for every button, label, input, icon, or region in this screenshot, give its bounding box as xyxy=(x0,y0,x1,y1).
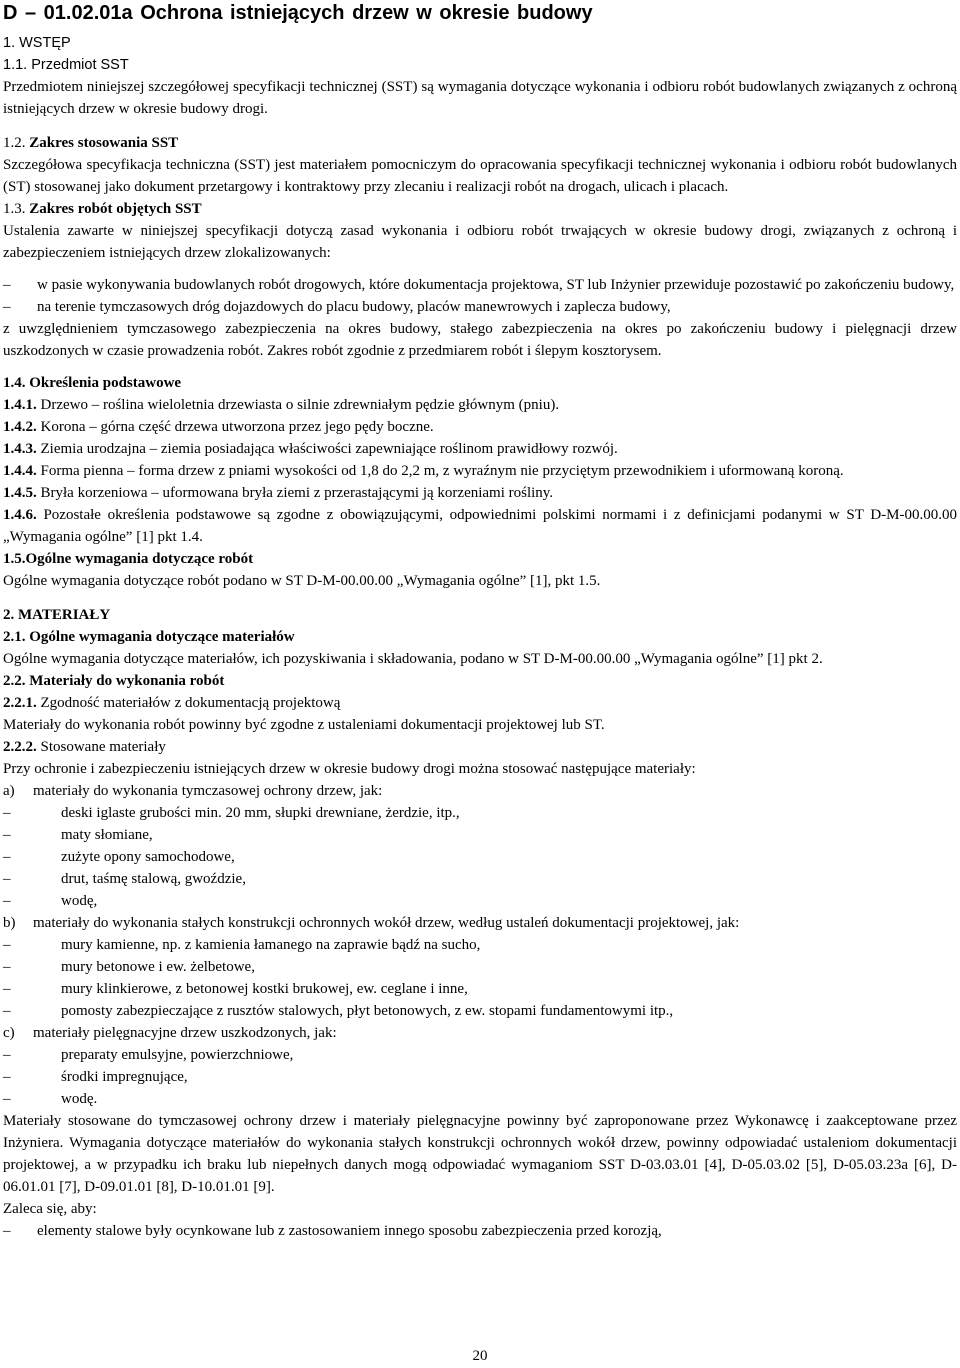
list-item-text: deski iglaste grubości min. 20 mm, słupki drewniane, żerdzie, itp., xyxy=(61,805,460,821)
definition-item xyxy=(3,460,957,482)
paragraph-1-2: Szczegółowa specyfikacja techniczna (SST) jest materiałem pomocniczym do opracowania specyfikacji technicznej wykonania i odbioru robót budowlanych (ST) stosowanej jako dokument przetargowy i kontraktowy przy zlecaniu i realizacji robót na drogach, ulicach i placach. xyxy=(3,157,957,195)
paragraph-1-3: Ustalenia zawarte w niniejszej specyfikacji dotyczą zasad wykonania i odbioru robót trwających w okresie budowy drogi, związanych z ochroną i zabezpieczeniem istniejących drzew zlokalizowanych: xyxy=(3,223,957,261)
definition-item xyxy=(3,416,957,438)
list-item xyxy=(3,956,957,978)
document-body xyxy=(3,32,957,1242)
subsection-heading-1-1: 1.1. Przedmiot SST xyxy=(3,57,129,73)
materials-group-heading xyxy=(3,780,957,802)
list-item xyxy=(3,978,957,1000)
subsection-heading-2-1: 2.1. Ogólne wymagania dotyczące materiałów xyxy=(3,629,295,645)
paragraph-2-1: Ogólne wymagania dotyczące materiałów, ich pozyskiwania i składowania, podano w ST D-M-00.00.00 „Wymagania ogólne” [1] pkt 2. xyxy=(3,651,823,667)
group-text: materiały pielęgnacyjne drzew uszkodzonych, jak: xyxy=(33,1025,337,1041)
subsection-1-2-heading xyxy=(3,132,957,154)
dash-marker: – xyxy=(3,299,11,315)
subsection-heading-1-4: 1.4. Określenia podstawowe xyxy=(3,375,182,391)
definition-text: Forma pienna – forma drzew z pniami wysokości od 1,8 do 2,2 m, z wyraźnym nie przyciętym przewodnikiem i uformowaną koroną. xyxy=(40,463,844,479)
list-item-text: zużyte opony samochodowe, xyxy=(61,849,235,865)
dash-marker: – xyxy=(3,1091,11,1107)
list-item xyxy=(3,1044,957,1066)
list-item-text: drut, taśmę stalową, gwoździe, xyxy=(61,871,246,887)
definition-text: Pozostałe określenia podstawowe są zgodne z obowiązującymi, odpowiednimi polskimi normami i z definicjami podanymi w ST D-M-00.00.00 „Wymagania ogólne” [1] pkt 1.4. xyxy=(3,507,958,545)
dash-marker: – xyxy=(3,1223,11,1239)
materials-group-heading xyxy=(3,1022,957,1044)
list-item-text: maty słomiane, xyxy=(61,827,153,843)
group-letter: b) xyxy=(3,915,16,931)
group-text: materiały do wykonania tymczasowej ochrony drzew, jak: xyxy=(33,783,383,799)
dash-marker: – xyxy=(3,959,11,975)
definition-number: 1.4.1. xyxy=(3,397,37,413)
paragraph-1-3-continued: z uwzględnieniem tymczasowego zabezpieczenia na okres budowy, stałego zabezpieczenia na okres po zakończeniu budowy i pielęgnacji drzew uszkodzonych w czasie prowadzenia robót. Zakres robót zgodnie z przedmiarem robót i ślepym kosztorysem. xyxy=(3,321,957,359)
definition-number: 1.4.3. xyxy=(3,441,37,457)
dash-marker: – xyxy=(3,1069,11,1085)
subsection-heading-1-5: 1.5.Ogólne wymagania dotyczące robót xyxy=(3,551,254,567)
document-title: D – 01.02.01a Ochrona istniejących drzew w okresie budowy xyxy=(3,2,593,24)
definition-text: Ziemia urodzajna – ziemia posiadająca właściwości zapewniające roślinom prawidłowy rozwój. xyxy=(40,441,618,457)
list-item-text: wodę, xyxy=(61,893,98,909)
list-item xyxy=(3,890,957,912)
definition-item xyxy=(3,504,957,548)
list-item xyxy=(3,934,957,956)
subsection-2-2-1-heading: 2.2.1. Zgodność materiałów z dokumentacją projektową xyxy=(3,695,341,711)
list-item-text: preparaty emulsyjne, powierzchniowe, xyxy=(61,1047,294,1063)
dash-marker: – xyxy=(3,849,11,865)
definition-item xyxy=(3,438,957,460)
list-item xyxy=(3,1066,957,1088)
list-item: – elementy stalowe były ocynkowane lub z zastosowaniem innego sposobu zabezpieczenia przed korozją, xyxy=(3,1220,957,1242)
paragraph-2-2-2: Przy ochronie i zabezpieczeniu istniejących drzew w okresie budowy drogi można stosować następujące materiały: xyxy=(3,761,696,777)
list-item: – w pasie wykonywania budowlanych robót drogowych, które dokumentacja projektowa, ST lub Inżynier przewiduje pozostawić po zakończeniu budowy, xyxy=(3,274,957,296)
list-item-text: pomosty zabezpieczające z rusztów stalowych, płyt betonowych, z ew. stopami fundamentowymi itp., xyxy=(61,1003,674,1019)
list-item xyxy=(3,802,957,824)
page-number: 20 xyxy=(472,1348,488,1364)
dash-marker: – xyxy=(3,827,11,843)
dash-marker: – xyxy=(3,981,11,997)
definitions-list xyxy=(3,394,957,548)
definition-text: Korona – górna część drzewa utworzona przez jego pędy boczne. xyxy=(40,419,434,435)
dash-marker: – xyxy=(3,1003,11,1019)
list-item-text: środki impregnujące, xyxy=(61,1069,188,1085)
list-item xyxy=(3,1088,957,1110)
dash-marker: – xyxy=(3,893,11,909)
definition-number: 1.4.5. xyxy=(3,485,37,501)
list-item-text: mury betonowe i ew. żelbetowe, xyxy=(61,959,255,975)
group-letter: a) xyxy=(3,783,15,799)
list-item-text: mury kamienne, np. z kamienia łamanego na zaprawie bądź na sucho, xyxy=(61,937,481,953)
list-item xyxy=(3,824,957,846)
materials-list xyxy=(3,780,957,1110)
dash-marker: – xyxy=(3,805,11,821)
materials-group-heading xyxy=(3,912,957,934)
paragraph-1-1: Przedmiotem niniejszej szczegółowej specyfikacji technicznej (SST) są wymagania dotyczące wykonania i odbioru robót budowlanych związanych z ochroną istniejących drzew w okresie budowy drogi. xyxy=(3,79,957,117)
subsection-title: Zakres robót objętych SST xyxy=(29,201,202,217)
subsection-1-3-heading xyxy=(3,198,957,220)
group-text: materiały do wykonania stałych konstrukcji ochronnych wokół drzew, według ustaleń dokumentacji projektowej, jak: xyxy=(33,915,740,931)
subsection-number: 1.2. xyxy=(3,135,26,151)
definition-text: Drzewo – roślina wieloletnia drzewiasta o silnie zdrewniałym pędzie głównym (pniu). xyxy=(40,397,560,413)
dash-marker: – xyxy=(3,1047,11,1063)
list-item-text: wodę. xyxy=(61,1091,98,1107)
list-item: – na terenie tymczasowych dróg dojazdowych do placu budowy, placów manewrowych i zaplecza budowy, xyxy=(3,296,957,318)
definition-number: 1.4.6. xyxy=(3,507,37,523)
dash-marker: – xyxy=(3,871,11,887)
dash-marker: – xyxy=(3,277,11,293)
subsection-heading-2-2: 2.2. Materiały do wykonania robót xyxy=(3,673,225,689)
list-item xyxy=(3,868,957,890)
definition-item xyxy=(3,394,957,416)
group-letter: c) xyxy=(3,1025,15,1041)
definition-text: Bryła korzeniowa – uformowana bryła ziemi z przerastającymi ją korzeniami rośliny. xyxy=(40,485,554,501)
subsection-number: 1.3. xyxy=(3,201,26,217)
definition-number: 1.4.4. xyxy=(3,463,37,479)
paragraph-recommend: Zaleca się, aby: xyxy=(3,1201,97,1217)
list-item-text: mury klinkierowe, z betonowej kostki brukowej, ew. ceglane i inne, xyxy=(61,981,468,997)
paragraph-closing: Materiały stosowane do tymczasowej ochrony drzew i materiały pielęgnacyjne powinny być zaproponowane przez Wykonawcę i zaakceptowane przez Inżyniera. Wymagania dotyczące materiałów do wykonania stałych konstrukcji ochronnych wokół drzew, powinny odpowiadać ustaleniom dokumentacji projektowej, a w przypadku ich braku lub niepełnych danych mogą odpowiadać wymaganiom SST D-03.03.01 [4], D-05.03.02 [5], D-05.03.23a [6], D-06.01.01 [7], D-09.01.01 [8], D-10.01.01 [9]. xyxy=(3,1113,957,1195)
section-heading-1: 1. WSTĘP xyxy=(3,35,71,51)
list-item xyxy=(3,846,957,868)
definition-item xyxy=(3,482,957,504)
dash-marker: – xyxy=(3,937,11,953)
subsection-2-2-2-heading: 2.2.2. Stosowane materiały xyxy=(3,739,166,755)
section-heading-2: 2. MATERIAŁY xyxy=(3,607,111,623)
list-item xyxy=(3,1000,957,1022)
paragraph-2-2-1: Materiały do wykonania robót powinny być zgodne z ustaleniami dokumentacji projektowej lub ST. xyxy=(3,717,605,733)
subsection-title: Zakres stosowania SST xyxy=(29,135,179,151)
paragraph-1-5: Ogólne wymagania dotyczące robót podano w ST D-M-00.00.00 „Wymagania ogólne” [1], pkt 1.5. xyxy=(3,573,601,589)
definition-number: 1.4.2. xyxy=(3,419,37,435)
